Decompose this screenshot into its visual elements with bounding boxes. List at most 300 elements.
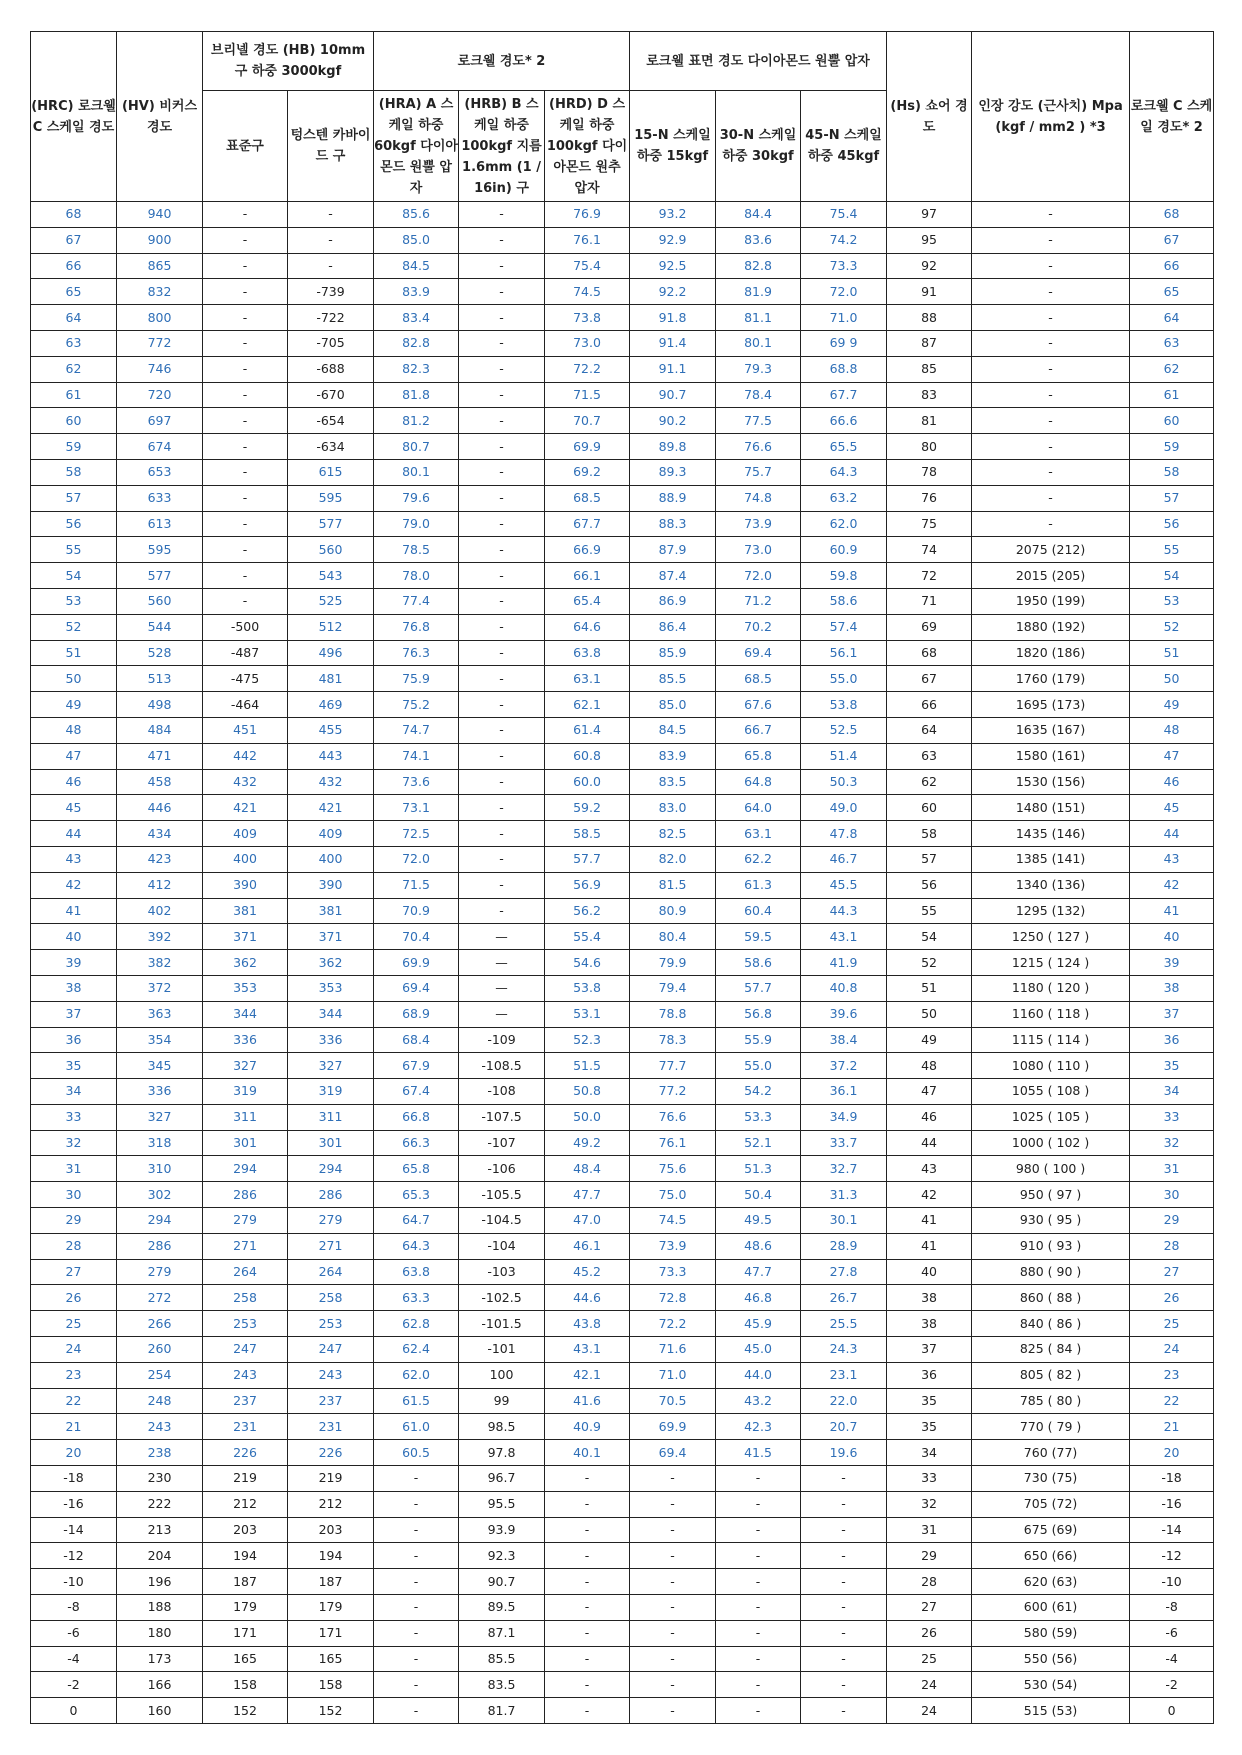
cell-hrc: -16 bbox=[31, 1491, 117, 1517]
cell-hv: 345 bbox=[117, 1053, 203, 1079]
cell-hrc-repeat: 37 bbox=[1130, 1001, 1214, 1027]
cell-hrc-repeat: 58 bbox=[1130, 459, 1214, 485]
cell-tensile: 1695 (173) bbox=[972, 692, 1130, 718]
cell-hb-tungsten: 525 bbox=[288, 588, 374, 614]
cell-hra: 82.3 bbox=[374, 356, 459, 382]
cell-tensile: 1480 (151) bbox=[972, 795, 1130, 821]
cell-hb-tungsten: 231 bbox=[288, 1414, 374, 1440]
cell-30n: 55.0 bbox=[716, 1053, 801, 1079]
cell-hb-standard: 311 bbox=[203, 1104, 288, 1130]
cell-hrc: 59 bbox=[31, 434, 117, 460]
cell-hrc-repeat: 60 bbox=[1130, 408, 1214, 434]
cell-15n: 92.9 bbox=[630, 227, 716, 253]
table-row bbox=[31, 975, 1214, 1001]
cell-hv: 446 bbox=[117, 795, 203, 821]
cell-hrd: - bbox=[545, 1595, 630, 1621]
cell-hrb: -107 bbox=[459, 1130, 545, 1156]
cell-tensile: 1635 (167) bbox=[972, 717, 1130, 743]
cell-hrc: 0 bbox=[31, 1698, 117, 1724]
cell-hb-tungsten: -688 bbox=[288, 356, 374, 382]
cell-30n: 54.2 bbox=[716, 1079, 801, 1105]
cell-hrc: 50 bbox=[31, 666, 117, 692]
cell-hrd: 63.8 bbox=[545, 640, 630, 666]
cell-hb-standard: 319 bbox=[203, 1079, 288, 1105]
cell-30n: 46.8 bbox=[716, 1285, 801, 1311]
cell-hrc-repeat: 41 bbox=[1130, 898, 1214, 924]
cell-45n: 65.5 bbox=[801, 434, 887, 460]
cell-hb-standard: 336 bbox=[203, 1027, 288, 1053]
cell-shore: 76 bbox=[887, 485, 972, 511]
cell-tensile: 675 (69) bbox=[972, 1517, 1130, 1543]
cell-hb-standard: 362 bbox=[203, 950, 288, 976]
cell-hra: 81.2 bbox=[374, 408, 459, 434]
cell-hv: 294 bbox=[117, 1208, 203, 1234]
table-row bbox=[31, 1311, 1214, 1337]
cell-hra: 66.8 bbox=[374, 1104, 459, 1130]
cell-hra: 75.2 bbox=[374, 692, 459, 718]
cell-hra: 68.4 bbox=[374, 1027, 459, 1053]
cell-hv: 302 bbox=[117, 1182, 203, 1208]
cell-hrd: - bbox=[545, 1672, 630, 1698]
cell-45n: 39.6 bbox=[801, 1001, 887, 1027]
cell-hrc: -8 bbox=[31, 1595, 117, 1621]
cell-hv: 560 bbox=[117, 588, 203, 614]
cell-shore: 50 bbox=[887, 1001, 972, 1027]
cell-hrb: - bbox=[459, 640, 545, 666]
cell-30n: 49.5 bbox=[716, 1208, 801, 1234]
header-hrd: (HRD) D 스케일 하중 100kgf 다이아몬드 원추 압자 bbox=[545, 91, 630, 202]
cell-hrd: 40.1 bbox=[545, 1440, 630, 1466]
cell-hra: 78.5 bbox=[374, 537, 459, 563]
cell-hb-standard: 390 bbox=[203, 872, 288, 898]
cell-30n: 84.4 bbox=[716, 202, 801, 228]
cell-hrc: 37 bbox=[31, 1001, 117, 1027]
cell-45n: 63.2 bbox=[801, 485, 887, 511]
cell-15n: 91.8 bbox=[630, 305, 716, 331]
cell-hrd: 53.8 bbox=[545, 975, 630, 1001]
cell-hrc-repeat: -8 bbox=[1130, 1595, 1214, 1621]
cell-hv: 746 bbox=[117, 356, 203, 382]
cell-30n: 71.2 bbox=[716, 588, 801, 614]
cell-hrc-repeat: 64 bbox=[1130, 305, 1214, 331]
cell-hb-tungsten: -634 bbox=[288, 434, 374, 460]
cell-hv: 674 bbox=[117, 434, 203, 460]
cell-30n: 50.4 bbox=[716, 1182, 801, 1208]
cell-30n: - bbox=[716, 1620, 801, 1646]
table-row bbox=[31, 356, 1214, 382]
cell-hb-tungsten: 158 bbox=[288, 1672, 374, 1698]
cell-hrb: - bbox=[459, 202, 545, 228]
cell-hra: 70.4 bbox=[374, 924, 459, 950]
cell-hrc: 41 bbox=[31, 898, 117, 924]
cell-hb-standard: 301 bbox=[203, 1130, 288, 1156]
cell-hra: - bbox=[374, 1698, 459, 1724]
cell-45n: 66.6 bbox=[801, 408, 887, 434]
cell-45n: 52.5 bbox=[801, 717, 887, 743]
cell-shore: 42 bbox=[887, 1182, 972, 1208]
cell-15n: 76.6 bbox=[630, 1104, 716, 1130]
table-row bbox=[31, 1362, 1214, 1388]
cell-hrc-repeat: 48 bbox=[1130, 717, 1214, 743]
cell-30n: 41.5 bbox=[716, 1440, 801, 1466]
cell-15n: 93.2 bbox=[630, 202, 716, 228]
cell-shore: 74 bbox=[887, 537, 972, 563]
cell-shore: 69 bbox=[887, 614, 972, 640]
cell-shore: 28 bbox=[887, 1569, 972, 1595]
cell-hrc: 62 bbox=[31, 356, 117, 382]
cell-30n: 66.7 bbox=[716, 717, 801, 743]
cell-hrd: 64.6 bbox=[545, 614, 630, 640]
cell-hrc-repeat: 49 bbox=[1130, 692, 1214, 718]
cell-tensile: - bbox=[972, 511, 1130, 537]
cell-30n: 67.6 bbox=[716, 692, 801, 718]
cell-hrb: -104 bbox=[459, 1233, 545, 1259]
cell-hb-standard: - bbox=[203, 588, 288, 614]
cell-shore: 85 bbox=[887, 356, 972, 382]
cell-hrc-repeat: 57 bbox=[1130, 485, 1214, 511]
cell-hrd: 67.7 bbox=[545, 511, 630, 537]
cell-hb-tungsten: 362 bbox=[288, 950, 374, 976]
cell-45n: 44.3 bbox=[801, 898, 887, 924]
cell-hb-standard: 243 bbox=[203, 1362, 288, 1388]
cell-45n: 40.8 bbox=[801, 975, 887, 1001]
cell-shore: 67 bbox=[887, 666, 972, 692]
cell-shore: 26 bbox=[887, 1620, 972, 1646]
cell-hrc: 46 bbox=[31, 769, 117, 795]
cell-shore: 56 bbox=[887, 872, 972, 898]
cell-hb-tungsten: 595 bbox=[288, 485, 374, 511]
cell-tensile: 1115 ( 114 ) bbox=[972, 1027, 1130, 1053]
cell-hv: 354 bbox=[117, 1027, 203, 1053]
cell-hrc-repeat: 36 bbox=[1130, 1027, 1214, 1053]
cell-hrd: 58.5 bbox=[545, 821, 630, 847]
cell-tensile: - bbox=[972, 330, 1130, 356]
cell-tensile: 770 ( 79 ) bbox=[972, 1414, 1130, 1440]
cell-tensile: - bbox=[972, 227, 1130, 253]
cell-hrb: -109 bbox=[459, 1027, 545, 1053]
cell-hv: 865 bbox=[117, 253, 203, 279]
cell-hb-standard: - bbox=[203, 279, 288, 305]
cell-hv: 513 bbox=[117, 666, 203, 692]
cell-tensile: 620 (63) bbox=[972, 1569, 1130, 1595]
cell-hrb: -106 bbox=[459, 1156, 545, 1182]
cell-tensile: - bbox=[972, 434, 1130, 460]
cell-hb-tungsten: 344 bbox=[288, 1001, 374, 1027]
cell-hb-standard: 187 bbox=[203, 1569, 288, 1595]
table-row bbox=[31, 1104, 1214, 1130]
header-45n: 45-N 스케일 하중 45kgf bbox=[801, 91, 887, 202]
cell-hrb: - bbox=[459, 253, 545, 279]
table-row bbox=[31, 950, 1214, 976]
cell-15n: 86.9 bbox=[630, 588, 716, 614]
cell-hra: 84.5 bbox=[374, 253, 459, 279]
cell-hb-standard: - bbox=[203, 382, 288, 408]
cell-hrc-repeat: 61 bbox=[1130, 382, 1214, 408]
cell-shore: 51 bbox=[887, 975, 972, 1001]
cell-hra: 66.3 bbox=[374, 1130, 459, 1156]
cell-tensile: 1950 (199) bbox=[972, 588, 1130, 614]
cell-hb-tungsten: 171 bbox=[288, 1620, 374, 1646]
cell-hrd: 52.3 bbox=[545, 1027, 630, 1053]
header-hra: (HRA) A 스케일 하중 60kgf 다이아몬드 원뿔 압자 bbox=[374, 91, 459, 202]
cell-hrc-repeat: 50 bbox=[1130, 666, 1214, 692]
cell-hb-standard: 353 bbox=[203, 975, 288, 1001]
header-hb-tungsten: 텅스텐 카바이드 구 bbox=[288, 91, 374, 202]
cell-15n: 69.9 bbox=[630, 1414, 716, 1440]
cell-hv: 633 bbox=[117, 485, 203, 511]
cell-hra: 80.7 bbox=[374, 434, 459, 460]
cell-hrd: - bbox=[545, 1517, 630, 1543]
cell-hra: 65.8 bbox=[374, 1156, 459, 1182]
cell-hrb: - bbox=[459, 459, 545, 485]
cell-30n: 81.9 bbox=[716, 279, 801, 305]
cell-hra: 70.9 bbox=[374, 898, 459, 924]
cell-45n: 73.3 bbox=[801, 253, 887, 279]
cell-hrc-repeat: 45 bbox=[1130, 795, 1214, 821]
cell-tensile: 1340 (136) bbox=[972, 872, 1130, 898]
cell-hv: 434 bbox=[117, 821, 203, 847]
cell-hb-tungsten: 212 bbox=[288, 1491, 374, 1517]
cell-hra: 74.1 bbox=[374, 743, 459, 769]
cell-hb-standard: 451 bbox=[203, 717, 288, 743]
cell-hb-tungsten: 311 bbox=[288, 1104, 374, 1130]
cell-hrc-repeat: 59 bbox=[1130, 434, 1214, 460]
cell-shore: 35 bbox=[887, 1388, 972, 1414]
cell-hrb: -104.5 bbox=[459, 1208, 545, 1234]
cell-tensile: - bbox=[972, 382, 1130, 408]
cell-hb-tungsten: 152 bbox=[288, 1698, 374, 1724]
cell-shore: 34 bbox=[887, 1440, 972, 1466]
cell-hv: 238 bbox=[117, 1440, 203, 1466]
cell-hrb: - bbox=[459, 614, 545, 640]
cell-hrb: 93.9 bbox=[459, 1517, 545, 1543]
cell-hra: 76.8 bbox=[374, 614, 459, 640]
cell-hv: 458 bbox=[117, 769, 203, 795]
cell-tensile: 1530 (156) bbox=[972, 769, 1130, 795]
cell-hrc-repeat: 0 bbox=[1130, 1698, 1214, 1724]
cell-45n: 71.0 bbox=[801, 305, 887, 331]
cell-15n: 78.8 bbox=[630, 1001, 716, 1027]
cell-15n: 79.4 bbox=[630, 975, 716, 1001]
cell-15n: 77.7 bbox=[630, 1053, 716, 1079]
cell-hrd: 40.9 bbox=[545, 1414, 630, 1440]
cell-30n: 62.2 bbox=[716, 846, 801, 872]
cell-hb-standard: -500 bbox=[203, 614, 288, 640]
cell-hrd: 75.4 bbox=[545, 253, 630, 279]
cell-hrc: 53 bbox=[31, 588, 117, 614]
cell-hrc: 64 bbox=[31, 305, 117, 331]
cell-tensile: 910 ( 93 ) bbox=[972, 1233, 1130, 1259]
cell-hb-standard: - bbox=[203, 408, 288, 434]
cell-shore: 88 bbox=[887, 305, 972, 331]
cell-shore: 38 bbox=[887, 1285, 972, 1311]
cell-30n: 82.8 bbox=[716, 253, 801, 279]
cell-hv: 327 bbox=[117, 1104, 203, 1130]
cell-hrc-repeat: 30 bbox=[1130, 1182, 1214, 1208]
cell-hrc: 34 bbox=[31, 1079, 117, 1105]
table-row bbox=[31, 1543, 1214, 1569]
cell-hrc-repeat: 26 bbox=[1130, 1285, 1214, 1311]
cell-hrc-repeat: -16 bbox=[1130, 1491, 1214, 1517]
cell-hrc: 24 bbox=[31, 1337, 117, 1363]
table-row bbox=[31, 692, 1214, 718]
cell-hv: 363 bbox=[117, 1001, 203, 1027]
cell-hb-tungsten: 336 bbox=[288, 1027, 374, 1053]
cell-15n: 71.6 bbox=[630, 1337, 716, 1363]
cell-hb-tungsten: 247 bbox=[288, 1337, 374, 1363]
cell-hrb: - bbox=[459, 279, 545, 305]
cell-hrc: -10 bbox=[31, 1569, 117, 1595]
cell-15n: 88.9 bbox=[630, 485, 716, 511]
table-row bbox=[31, 588, 1214, 614]
cell-45n: 30.1 bbox=[801, 1208, 887, 1234]
cell-hrd: 68.5 bbox=[545, 485, 630, 511]
cell-45n: 37.2 bbox=[801, 1053, 887, 1079]
cell-hrd: 50.8 bbox=[545, 1079, 630, 1105]
cell-hra: - bbox=[374, 1595, 459, 1621]
cell-hra: 61.5 bbox=[374, 1388, 459, 1414]
cell-15n: 80.9 bbox=[630, 898, 716, 924]
cell-hb-tungsten: 301 bbox=[288, 1130, 374, 1156]
cell-tensile: 730 (75) bbox=[972, 1466, 1130, 1492]
cell-tensile: 825 ( 84 ) bbox=[972, 1337, 1130, 1363]
header-surface-group: 로크웰 표면 경도 다이아몬드 원뿔 압자 bbox=[630, 32, 887, 91]
cell-hb-tungsten: 409 bbox=[288, 821, 374, 847]
cell-tensile: 600 (61) bbox=[972, 1595, 1130, 1621]
cell-hrc: -6 bbox=[31, 1620, 117, 1646]
cell-shore: 25 bbox=[887, 1646, 972, 1672]
cell-hra: - bbox=[374, 1517, 459, 1543]
header-hrc: (HRC) 로크웰 C 스케일 경도 bbox=[31, 32, 117, 202]
cell-30n: 53.3 bbox=[716, 1104, 801, 1130]
cell-hv: 595 bbox=[117, 537, 203, 563]
cell-hrb: -107.5 bbox=[459, 1104, 545, 1130]
cell-hrd: 69.2 bbox=[545, 459, 630, 485]
cell-15n: - bbox=[630, 1491, 716, 1517]
cell-30n: - bbox=[716, 1569, 801, 1595]
table-row bbox=[31, 743, 1214, 769]
table-row bbox=[31, 1440, 1214, 1466]
cell-15n: 83.9 bbox=[630, 743, 716, 769]
cell-hrd: 42.1 bbox=[545, 1362, 630, 1388]
cell-hra: 63.8 bbox=[374, 1259, 459, 1285]
cell-hrc-repeat: 65 bbox=[1130, 279, 1214, 305]
cell-hrc-repeat: 52 bbox=[1130, 614, 1214, 640]
table-row bbox=[31, 1595, 1214, 1621]
cell-hrb: — bbox=[459, 950, 545, 976]
cell-hrc: -4 bbox=[31, 1646, 117, 1672]
cell-hb-standard: 258 bbox=[203, 1285, 288, 1311]
table-row bbox=[31, 227, 1214, 253]
table-row bbox=[31, 769, 1214, 795]
cell-hrc: 45 bbox=[31, 795, 117, 821]
table-row bbox=[31, 1517, 1214, 1543]
cell-hb-tungsten: 512 bbox=[288, 614, 374, 640]
cell-15n: - bbox=[630, 1620, 716, 1646]
cell-45n: 72.0 bbox=[801, 279, 887, 305]
cell-hb-tungsten: -670 bbox=[288, 382, 374, 408]
cell-15n: 92.2 bbox=[630, 279, 716, 305]
cell-hb-standard: - bbox=[203, 434, 288, 460]
cell-30n: 73.9 bbox=[716, 511, 801, 537]
cell-30n: - bbox=[716, 1646, 801, 1672]
cell-30n: 75.7 bbox=[716, 459, 801, 485]
cell-hv: 800 bbox=[117, 305, 203, 331]
cell-shore: 72 bbox=[887, 563, 972, 589]
cell-hrb: - bbox=[459, 846, 545, 872]
cell-hb-standard: 344 bbox=[203, 1001, 288, 1027]
cell-shore: 43 bbox=[887, 1156, 972, 1182]
cell-30n: 52.1 bbox=[716, 1130, 801, 1156]
cell-45n: 36.1 bbox=[801, 1079, 887, 1105]
cell-45n: 43.1 bbox=[801, 924, 887, 950]
cell-45n: 27.8 bbox=[801, 1259, 887, 1285]
cell-hb-tungsten: 353 bbox=[288, 975, 374, 1001]
table-row bbox=[31, 614, 1214, 640]
cell-shore: 83 bbox=[887, 382, 972, 408]
table-row bbox=[31, 1620, 1214, 1646]
cell-shore: 52 bbox=[887, 950, 972, 976]
cell-hrd: 56.9 bbox=[545, 872, 630, 898]
cell-hb-standard: - bbox=[203, 227, 288, 253]
table-row bbox=[31, 459, 1214, 485]
cell-shore: 44 bbox=[887, 1130, 972, 1156]
cell-hra: - bbox=[374, 1543, 459, 1569]
cell-hv: 180 bbox=[117, 1620, 203, 1646]
table-row bbox=[31, 1259, 1214, 1285]
table-row bbox=[31, 253, 1214, 279]
cell-hv: 392 bbox=[117, 924, 203, 950]
cell-45n: 74.2 bbox=[801, 227, 887, 253]
cell-hb-standard: 371 bbox=[203, 924, 288, 950]
cell-30n: 64.0 bbox=[716, 795, 801, 821]
cell-hrc: 66 bbox=[31, 253, 117, 279]
cell-15n: 89.3 bbox=[630, 459, 716, 485]
cell-tensile: 515 (53) bbox=[972, 1698, 1130, 1724]
cell-hrc: 20 bbox=[31, 1440, 117, 1466]
cell-hb-tungsten: 294 bbox=[288, 1156, 374, 1182]
cell-hv: 528 bbox=[117, 640, 203, 666]
cell-hb-tungsten: 432 bbox=[288, 769, 374, 795]
cell-tensile: 580 (59) bbox=[972, 1620, 1130, 1646]
table-row bbox=[31, 717, 1214, 743]
cell-hrd: 60.8 bbox=[545, 743, 630, 769]
cell-hv: 279 bbox=[117, 1259, 203, 1285]
table-row bbox=[31, 1233, 1214, 1259]
cell-15n: 89.8 bbox=[630, 434, 716, 460]
cell-hrb: - bbox=[459, 588, 545, 614]
cell-hb-standard: 286 bbox=[203, 1182, 288, 1208]
cell-hrc-repeat: 44 bbox=[1130, 821, 1214, 847]
table-row bbox=[31, 1569, 1214, 1595]
cell-hrd: 76.9 bbox=[545, 202, 630, 228]
cell-hrd: 49.2 bbox=[545, 1130, 630, 1156]
cell-hrc: 29 bbox=[31, 1208, 117, 1234]
cell-hra: 82.8 bbox=[374, 330, 459, 356]
cell-hrc: -14 bbox=[31, 1517, 117, 1543]
cell-hrc-repeat: 38 bbox=[1130, 975, 1214, 1001]
cell-hra: 73.1 bbox=[374, 795, 459, 821]
cell-45n: 50.3 bbox=[801, 769, 887, 795]
cell-hrc-repeat: -12 bbox=[1130, 1543, 1214, 1569]
cell-hb-tungsten: 243 bbox=[288, 1362, 374, 1388]
cell-tensile: 550 (56) bbox=[972, 1646, 1130, 1672]
cell-hra: 78.0 bbox=[374, 563, 459, 589]
cell-hb-tungsten: 543 bbox=[288, 563, 374, 589]
cell-hrc-repeat: 39 bbox=[1130, 950, 1214, 976]
cell-hra: 81.8 bbox=[374, 382, 459, 408]
cell-45n: 26.7 bbox=[801, 1285, 887, 1311]
